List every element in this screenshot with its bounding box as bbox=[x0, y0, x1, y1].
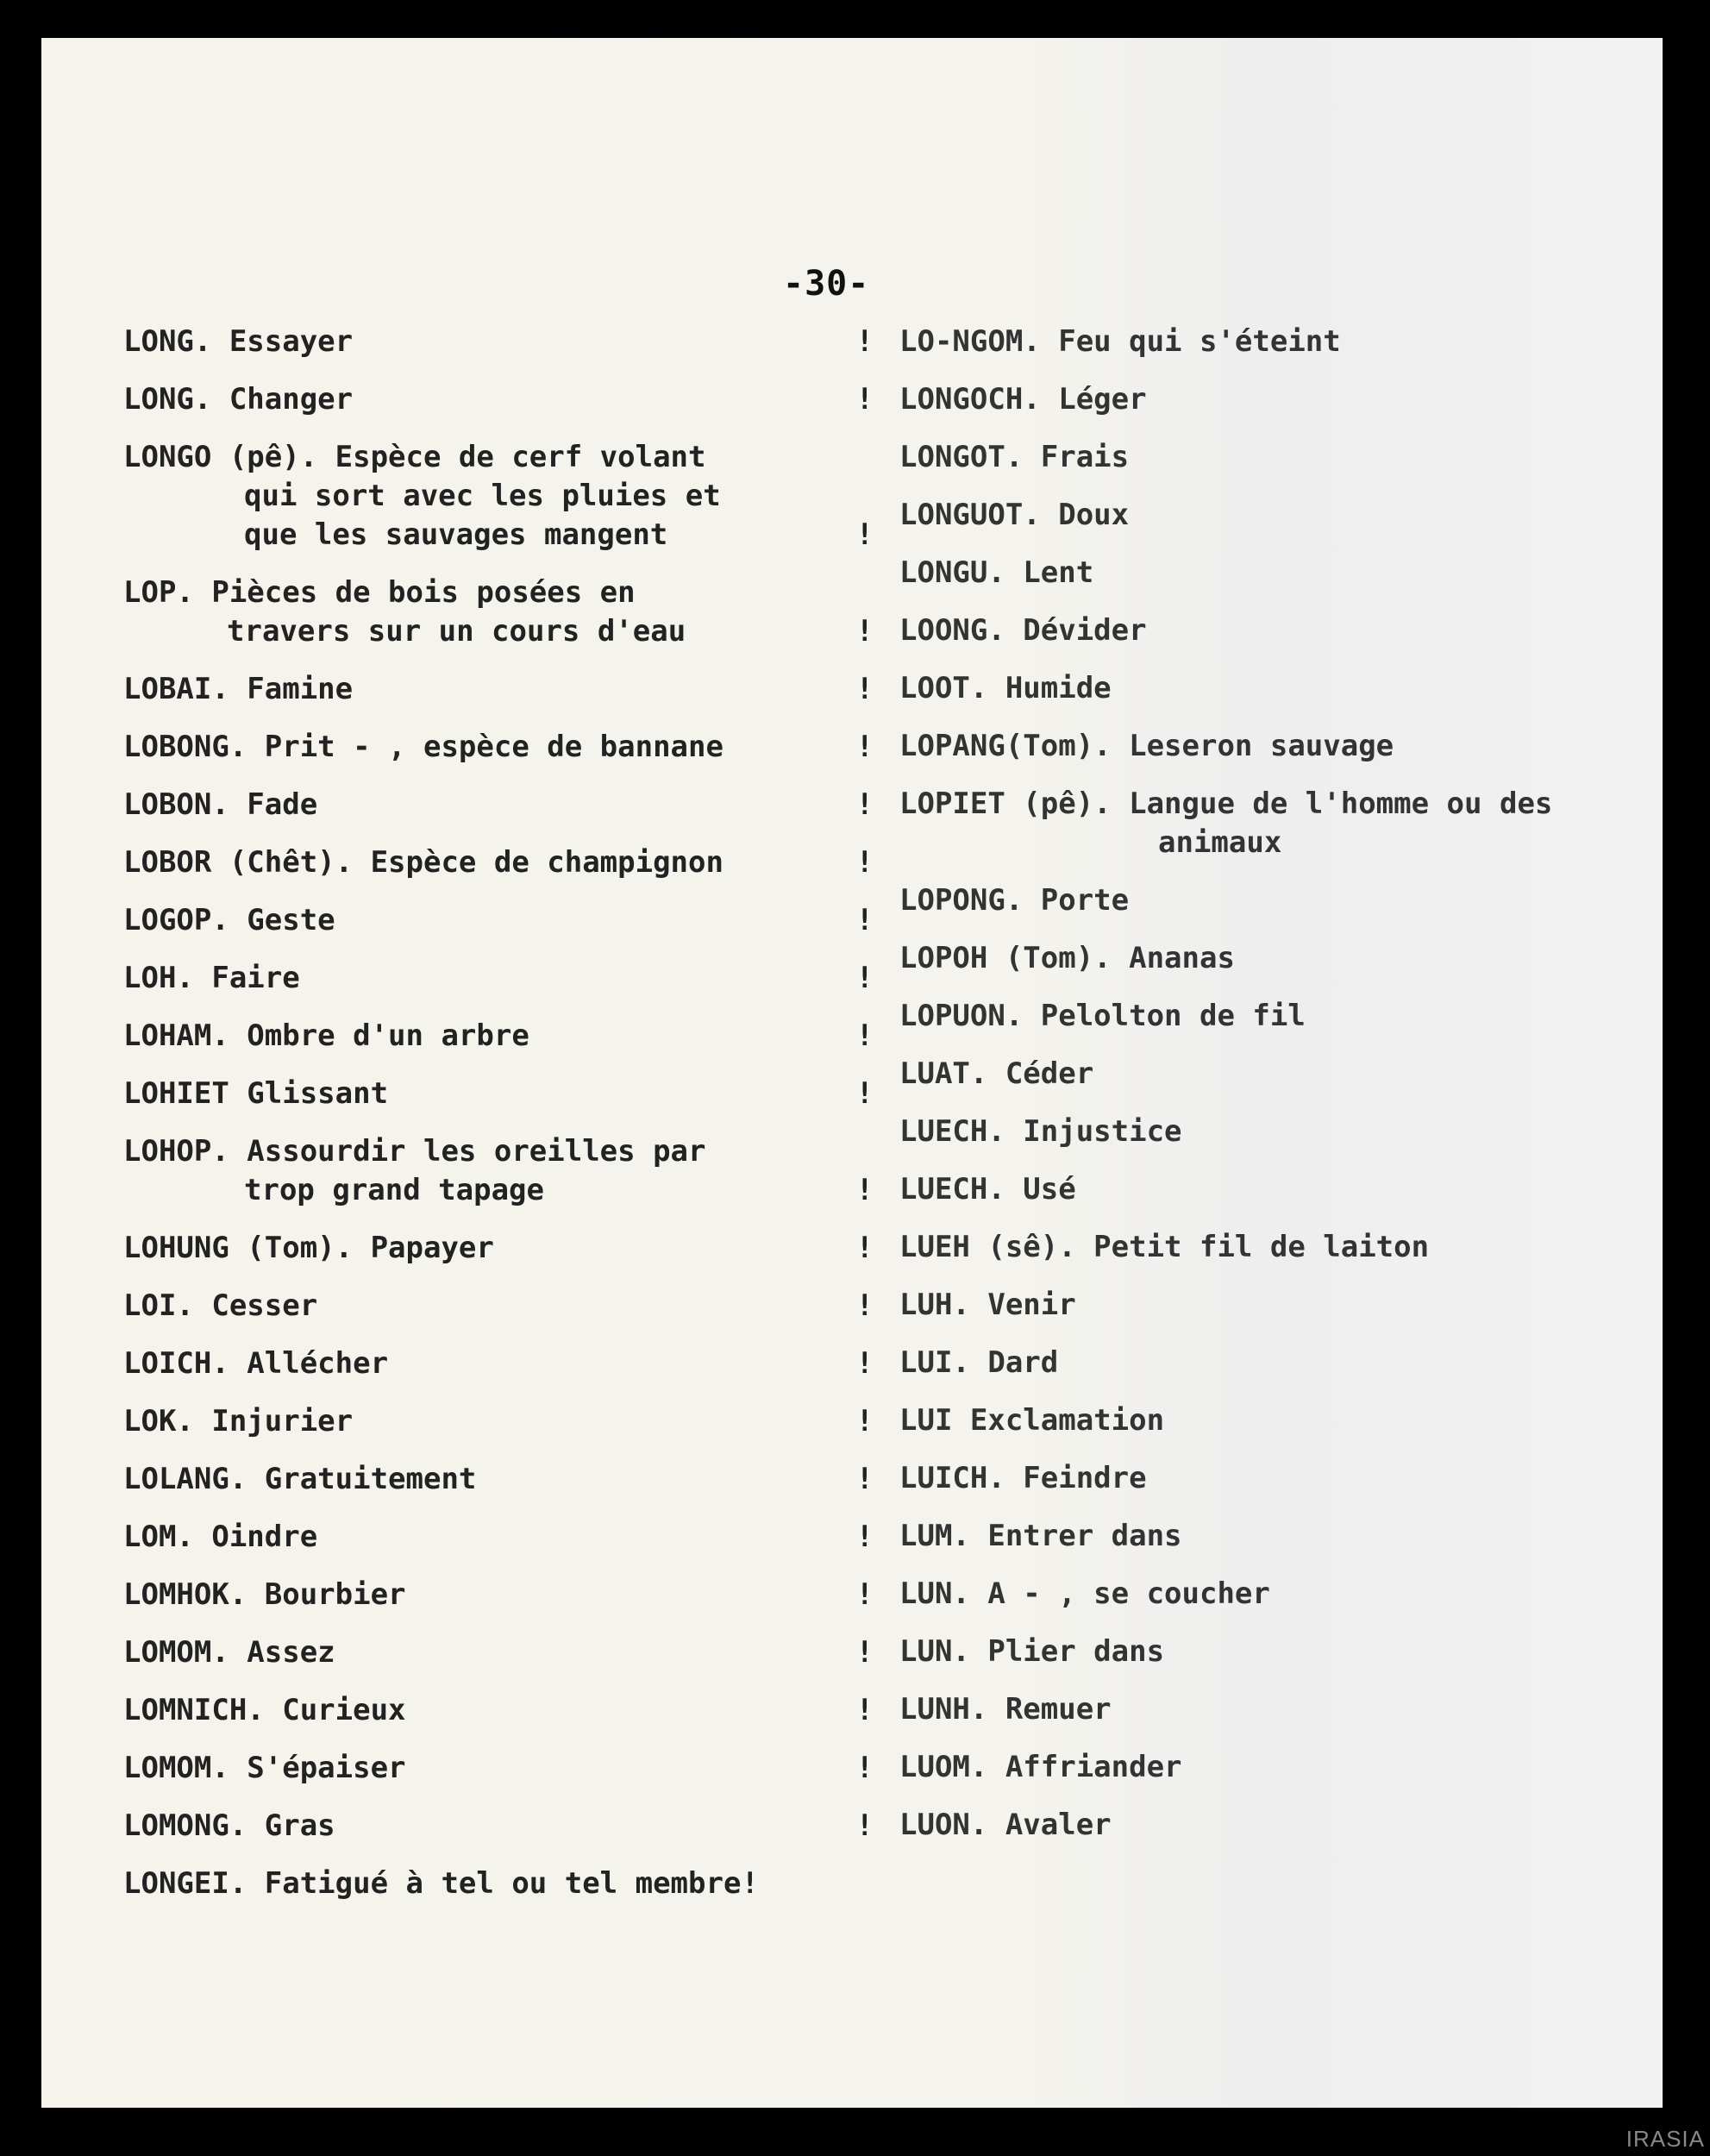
entry-headword-line: LUAT. Céder bbox=[899, 1056, 1094, 1091]
dictionary-entry bbox=[899, 1170, 1658, 1209]
entry-headword-line: LOBOR (Chêt). Espèce de champignon bbox=[123, 845, 723, 880]
entry-headword-line: LOBAI. Famine bbox=[123, 672, 354, 706]
entry-headword-line: LUI Exclamation bbox=[899, 1403, 1165, 1438]
dictionary-entry bbox=[123, 1402, 882, 1441]
dictionary-entry bbox=[123, 843, 882, 882]
dictionary-entry bbox=[123, 1132, 882, 1210]
entry-headword-line: LUECH. Injustice bbox=[899, 1114, 1182, 1149]
entry-continuation-line: qui sort avec les pluies et bbox=[244, 479, 721, 513]
dictionary-entry bbox=[123, 1865, 882, 1903]
dictionary-entry bbox=[123, 1344, 882, 1383]
entry-headword-line: LOMHOK. Bourbier bbox=[123, 1577, 406, 1612]
left-column bbox=[123, 323, 882, 1922]
dictionary-entry bbox=[899, 1575, 1658, 1614]
dictionary-entry bbox=[123, 1287, 882, 1326]
dictionary-entry bbox=[899, 1344, 1658, 1382]
dictionary-entry bbox=[899, 554, 1658, 592]
dictionary-entry bbox=[899, 1228, 1658, 1267]
entry-headword-line: LOOT. Humide bbox=[899, 671, 1112, 705]
entry-headword-line: LOMNICH. Curieux bbox=[123, 1693, 406, 1727]
entry-headword-line: LOMOM. Assez bbox=[123, 1635, 335, 1670]
entry-headword-line: LOLANG. Gratuitement bbox=[123, 1462, 477, 1496]
column-separator-mark: ! bbox=[855, 1751, 874, 1785]
entry-continuation-line: animaux bbox=[1158, 825, 1282, 860]
dictionary-entry bbox=[899, 1748, 1658, 1787]
entry-headword-line: LUEH (sê). Petit fil de laiton bbox=[899, 1230, 1430, 1264]
column-separator-mark: ! bbox=[855, 324, 874, 359]
right-column bbox=[899, 323, 1658, 1864]
dictionary-entry bbox=[899, 496, 1658, 535]
entry-continuation-line: travers sur un cours d'eau bbox=[227, 614, 686, 649]
entry-headword-line: LUH. Venir bbox=[899, 1288, 1076, 1322]
dictionary-entry bbox=[899, 438, 1658, 477]
entry-headword-line: LONGOCH. Léger bbox=[899, 382, 1147, 417]
entry-headword-line: LOHIET Glissant bbox=[123, 1076, 389, 1111]
dictionary-entry bbox=[123, 1807, 882, 1846]
entry-headword-line: LONGOT. Frais bbox=[899, 440, 1130, 474]
dictionary-entry bbox=[899, 727, 1658, 766]
dictionary-entry bbox=[123, 1518, 882, 1557]
entry-headword-line: LOPIET (pê). Langue de l'homme ou des bbox=[899, 787, 1553, 821]
entry-headword-line: LOMOM. S'épaiser bbox=[123, 1751, 406, 1785]
entry-headword-line: LUM. Entrer dans bbox=[899, 1519, 1182, 1553]
dictionary-entry bbox=[899, 1055, 1658, 1094]
entry-headword-line: LUI. Dard bbox=[899, 1345, 1059, 1380]
entry-headword-line: LO-NGOM. Feu qui s'éteint bbox=[899, 324, 1341, 359]
dictionary-entry bbox=[123, 573, 882, 651]
page-number: -30- bbox=[783, 264, 870, 304]
entry-headword-line: LONG. Essayer bbox=[123, 324, 354, 359]
entry-headword-line: LOGOP. Geste bbox=[123, 903, 335, 937]
dictionary-entry bbox=[123, 1576, 882, 1614]
watermark-text: IRASIA bbox=[1625, 2126, 1705, 2152]
column-separator-mark: ! bbox=[855, 961, 874, 995]
column-separator-mark: ! bbox=[855, 382, 874, 417]
dictionary-entry bbox=[123, 959, 882, 998]
entry-headword-line: LOI. Cesser bbox=[123, 1288, 318, 1323]
column-separator-mark: ! bbox=[855, 1808, 874, 1843]
dictionary-entry bbox=[899, 669, 1658, 708]
document-page bbox=[41, 38, 1663, 2108]
dictionary-entry bbox=[123, 670, 882, 709]
entry-headword-line: LUOM. Affriander bbox=[899, 1750, 1182, 1784]
dictionary-entry bbox=[123, 1075, 882, 1113]
dictionary-entry bbox=[899, 323, 1658, 361]
entry-headword-line: LOM. Oindre bbox=[123, 1520, 318, 1554]
column-separator-mark: ! bbox=[855, 845, 874, 880]
entry-headword-line: LOBON. Fade bbox=[123, 787, 318, 822]
column-separator-mark: ! bbox=[855, 1018, 874, 1053]
entry-headword-line: LOHOP. Assourdir les oreilles par bbox=[123, 1134, 706, 1169]
entry-headword-line: LOBONG. Prit - , espèce de bannane bbox=[123, 730, 723, 764]
dictionary-entry bbox=[899, 1633, 1658, 1671]
column-separator-mark: ! bbox=[855, 730, 874, 764]
dictionary-entry bbox=[123, 380, 882, 419]
entry-headword-line: LONGUOT. Doux bbox=[899, 498, 1130, 532]
entry-headword-line: LONG. Changer bbox=[123, 382, 354, 417]
dictionary-entry bbox=[123, 728, 882, 767]
column-separator-mark: ! bbox=[855, 1693, 874, 1727]
entry-headword-line: LONGEI. Fatigué à tel ou tel membre! bbox=[123, 1866, 759, 1901]
dictionary-entry bbox=[123, 323, 882, 361]
column-separator-mark: ! bbox=[855, 1231, 874, 1265]
dictionary-entry bbox=[123, 1229, 882, 1268]
dictionary-entry bbox=[123, 1017, 882, 1056]
column-separator-mark: ! bbox=[855, 903, 874, 937]
column-separator-mark: ! bbox=[855, 1076, 874, 1111]
dictionary-entry bbox=[899, 1459, 1658, 1498]
dictionary-entry bbox=[899, 1112, 1658, 1151]
entry-headword-line: LOPUON. Pelolton de fil bbox=[899, 999, 1306, 1033]
entry-headword-line: LOHAM. Ombre d'un arbre bbox=[123, 1018, 529, 1053]
column-separator-mark: ! bbox=[855, 787, 874, 822]
column-separator-mark: ! bbox=[855, 614, 874, 649]
dictionary-entry bbox=[899, 1286, 1658, 1325]
dictionary-entry bbox=[899, 997, 1658, 1036]
entry-headword-line: LUECH. Usé bbox=[899, 1172, 1076, 1206]
dictionary-entry bbox=[123, 786, 882, 824]
entry-headword-line: LUN. A - , se coucher bbox=[899, 1576, 1270, 1611]
entry-headword-line: LOPANG(Tom). Leseron sauvage bbox=[899, 729, 1394, 763]
dictionary-entry bbox=[123, 1633, 882, 1672]
entry-headword-line: LOPONG. Porte bbox=[899, 883, 1130, 918]
entry-headword-line: LOMONG. Gras bbox=[123, 1808, 335, 1843]
entry-headword-line: LOONG. Dévider bbox=[899, 613, 1147, 648]
dictionary-entry bbox=[899, 785, 1658, 862]
entry-headword-line: LONGU. Lent bbox=[899, 555, 1094, 590]
column-separator-mark: ! bbox=[855, 1635, 874, 1670]
entry-headword-line: LOICH. Allécher bbox=[123, 1346, 389, 1381]
entry-continuation-line: trop grand tapage bbox=[244, 1173, 544, 1207]
entry-headword-line: LOHUNG (Tom). Papayer bbox=[123, 1231, 494, 1265]
entry-headword-line: LOP. Pièces de bois posées en bbox=[123, 575, 636, 610]
column-separator-mark: ! bbox=[855, 517, 874, 552]
column-separator-mark: ! bbox=[855, 1462, 874, 1496]
dictionary-entry bbox=[123, 438, 882, 555]
dictionary-entry bbox=[899, 611, 1658, 650]
dictionary-entry bbox=[899, 1806, 1658, 1845]
entry-headword-line: LONGO (pê). Espèce de cerf volant bbox=[123, 440, 706, 474]
dictionary-entry bbox=[123, 1460, 882, 1499]
entry-headword-line: LOPOH (Tom). Ananas bbox=[899, 941, 1235, 975]
dictionary-entry bbox=[123, 1691, 882, 1730]
entry-headword-line: LUICH. Feindre bbox=[899, 1461, 1147, 1495]
dictionary-entry bbox=[899, 939, 1658, 978]
dictionary-entry bbox=[899, 1401, 1658, 1440]
entry-headword-line: LOK. Injurier bbox=[123, 1404, 354, 1438]
entry-continuation-line: que les sauvages mangent bbox=[244, 517, 668, 552]
dictionary-entry bbox=[123, 1749, 882, 1788]
dictionary-entry bbox=[123, 901, 882, 940]
column-separator-mark: ! bbox=[855, 672, 874, 706]
dictionary-entry bbox=[899, 1690, 1658, 1729]
entry-headword-line: LOH. Faire bbox=[123, 961, 300, 995]
column-separator-mark: ! bbox=[855, 1520, 874, 1554]
dictionary-entry bbox=[899, 380, 1658, 419]
column-separator-mark: ! bbox=[855, 1173, 874, 1207]
dictionary-entry bbox=[899, 1517, 1658, 1556]
dictionary-entry bbox=[899, 881, 1658, 920]
column-separator-mark: ! bbox=[855, 1288, 874, 1323]
entry-headword-line: LUON. Avaler bbox=[899, 1808, 1112, 1842]
column-separator-mark: ! bbox=[855, 1404, 874, 1438]
entry-headword-line: LUN. Plier dans bbox=[899, 1634, 1165, 1669]
column-separator-mark: ! bbox=[855, 1346, 874, 1381]
entry-headword-line: LUNH. Remuer bbox=[899, 1692, 1112, 1727]
column-separator-mark: ! bbox=[855, 1577, 874, 1612]
